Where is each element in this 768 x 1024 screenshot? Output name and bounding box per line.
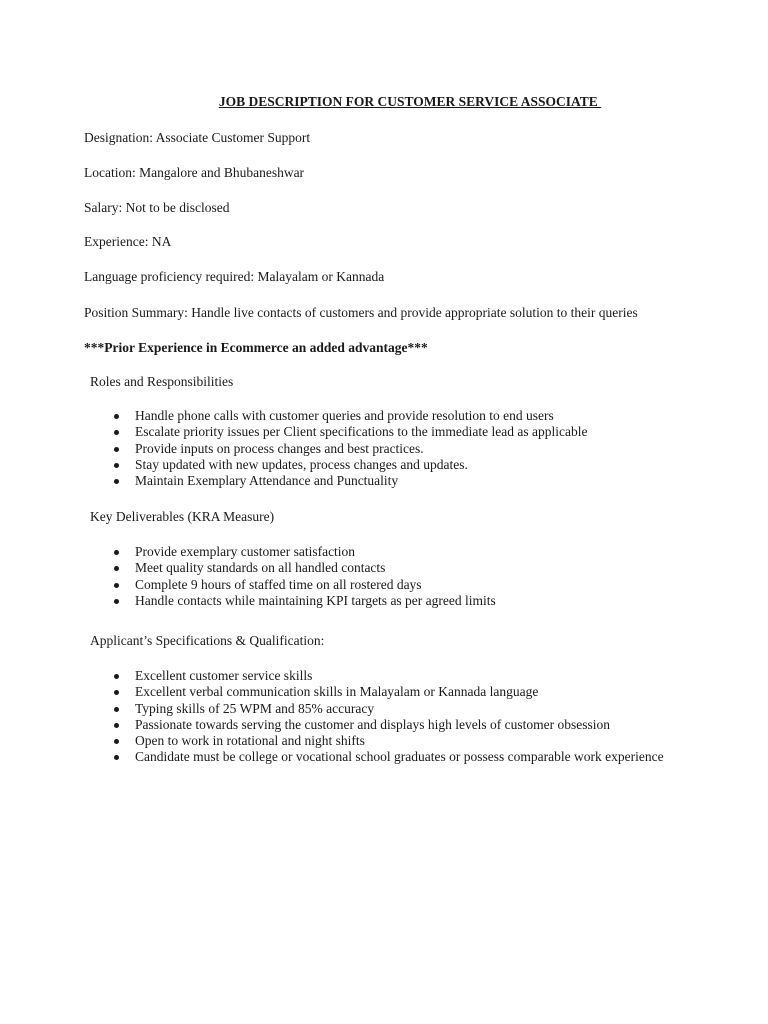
list-item-text: Typing skills of 25 WPM and 85% accuracy [135,700,375,716]
list-item [110,668,664,684]
list-item [110,457,587,473]
section-heading-qualifications: Applicant’s Specifications & Qualification: [90,633,325,648]
list-item [110,544,496,560]
deliverables-list [110,544,496,609]
field-experience: Experience: NA [84,234,172,249]
list-item [110,424,587,440]
bullet-icon [114,583,119,588]
highlight-note: ***Prior Experience in Ecommerce an added advantage*** [84,340,428,355]
bullet-icon [114,707,119,712]
list-item-text: Complete 9 hours of staffed time on all rostered days [135,576,422,592]
list-item [110,473,587,489]
list-item-text: Provide inputs on process changes and best practices. [135,440,424,456]
list-item-text: Candidate must be college or vocational school graduates or possess comparable work experience [135,749,664,765]
list-item-text: Handle contacts while maintaining KPI targets as per agreed limits [135,592,496,608]
bullet-icon [114,723,119,728]
qualifications-list [110,668,664,766]
list-item-text: Stay updated with new updates, process changes and updates. [135,456,468,472]
list-item-text: Open to work in rotational and night shifts [135,733,365,749]
list-item [110,593,496,609]
list-item [110,701,664,717]
section-heading-deliverables: Key Deliverables (KRA Measure) [90,509,275,524]
list-item-text: Meet quality standards on all handled contacts [135,560,386,576]
list-item-text: Excellent verbal communication skills in Malayalam or Kannada language [135,684,539,700]
bullet-icon [114,463,119,468]
list-item-text: Escalate priority issues per Client specifications to the immediate lead as applicable [135,424,588,440]
list-item [110,441,587,457]
list-item-text: Passionate towards serving the customer and displays high levels of customer obsession [135,716,611,732]
field-language: Language proficiency required: Malayalam or Kannada [84,269,385,284]
field-position-summary: Position Summary: Handle live contacts of customers and provide appropriate solution to their queries [84,305,638,320]
bullet-icon [114,674,119,679]
bullet-icon [114,599,119,604]
section-heading-roles: Roles and Responsibilities [90,374,234,389]
field-designation: Designation: Associate Customer Support [84,130,311,145]
document-title [0,93,768,110]
field-location: Location: Mangalore and Bhubaneshwar [84,165,305,180]
list-item [110,717,664,733]
bullet-icon [114,550,119,555]
list-item [110,577,496,593]
list-item-text: Provide exemplary customer satisfaction [135,544,356,559]
bullet-icon [114,430,119,435]
bullet-icon [114,414,119,419]
roles-list [110,408,587,489]
bullet-icon [114,755,119,760]
bullet-icon [114,479,119,484]
document-title-text: JOB DESCRIPTION FOR CUSTOMER SERVICE ASSOCIATE [218,94,602,109]
list-item-text: Excellent customer service skills [135,668,313,683]
list-item-text: Maintain Exemplary Attendance and Punctuality [135,473,399,489]
list-item [110,560,496,576]
bullet-icon [114,447,119,452]
list-item [110,749,664,765]
field-salary: Salary: Not to be disclosed [84,200,230,215]
bullet-icon [114,739,119,744]
bullet-icon [114,690,119,695]
list-item-text: Handle phone calls with customer queries and provide resolution to end users [135,408,554,423]
list-item [110,733,664,749]
list-item [110,408,587,424]
list-item [110,684,664,700]
bullet-icon [114,566,119,571]
